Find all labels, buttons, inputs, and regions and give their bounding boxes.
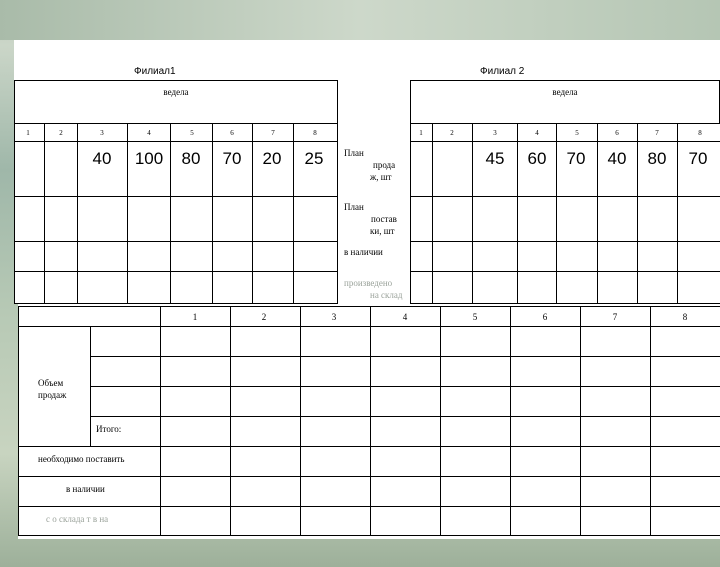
branch1-week-label: ведела — [163, 87, 189, 97]
b1-plan-5: 80 — [181, 149, 201, 168]
bottom-col-1: 1 — [192, 312, 198, 322]
plan-sales-line2: прода — [373, 160, 396, 170]
b1-plan-3: 40 — [92, 149, 112, 168]
sales-volume-line1: Объем — [38, 378, 64, 388]
b1-day-7: 7 — [271, 129, 275, 137]
branch2-title: Филиал 2 — [480, 66, 525, 77]
bottom-col-7: 7 — [612, 312, 618, 322]
bottom-in-stock-label: в наличии — [66, 484, 105, 494]
branch2-week-label: ведела — [552, 87, 578, 97]
b1-day-1: 1 — [26, 129, 30, 137]
background-top — [0, 0, 720, 40]
produced-line2: на склад — [370, 290, 403, 300]
bottom-col-8: 8 — [682, 312, 688, 322]
sales-volume-line2: продаж — [38, 390, 67, 400]
b1-day-4: 4 — [147, 129, 151, 137]
b2-day-7: 7 — [655, 129, 659, 137]
b1-plan-8: 25 — [304, 149, 324, 168]
total-label: Итого: — [96, 424, 122, 434]
b2-plan-7: 80 — [647, 149, 667, 168]
bottom-col-5: 5 — [472, 312, 478, 322]
b1-day-5: 5 — [190, 129, 194, 137]
b2-day-4: 4 — [535, 129, 539, 137]
bottom-col-4: 4 — [402, 312, 408, 322]
b2-plan-5: 70 — [566, 149, 586, 168]
plan-sales-line3: ж, шт — [370, 172, 392, 182]
b1-plan-7: 20 — [262, 149, 282, 168]
b2-plan-8: 70 — [688, 149, 708, 168]
b2-day-5: 5 — [575, 129, 579, 137]
b1-plan-4: 100 — [134, 149, 164, 168]
b2-day-1: 1 — [419, 129, 423, 137]
b2-day-2: 2 — [450, 129, 454, 137]
bottom-col-3: 3 — [331, 312, 337, 322]
plan-supply-line1: План — [344, 202, 364, 212]
bottom-col-2: 2 — [261, 312, 267, 322]
b2-plan-4: 60 — [527, 149, 547, 168]
plan-supply-line2: постав — [371, 214, 397, 224]
plan-sales-line1: План — [344, 148, 364, 158]
bottom-col-6: 6 — [542, 312, 548, 322]
b1-day-2: 2 — [59, 129, 63, 137]
b1-day-6: 6 — [230, 129, 234, 137]
bottom-produced-label: с о склада т в на — [46, 514, 109, 524]
b1-plan-6: 70 — [222, 149, 242, 168]
b2-plan-3: 45 — [485, 149, 505, 168]
in-stock-label: в наличии — [344, 247, 383, 257]
b2-day-8: 8 — [698, 129, 702, 137]
plan-supply-line3: ки, шт — [370, 226, 395, 236]
b1-day-8: 8 — [313, 129, 317, 137]
need-deliver-label: необходимо поставить — [38, 454, 125, 464]
b2-day-6: 6 — [615, 129, 619, 137]
produced-line1: произведено — [344, 278, 393, 288]
bottom-grid — [18, 306, 720, 536]
branch1-title: Филиал1 — [134, 66, 176, 77]
b2-plan-6: 40 — [607, 149, 627, 168]
b2-day-3: 3 — [493, 129, 497, 137]
b1-day-3: 3 — [100, 129, 104, 137]
